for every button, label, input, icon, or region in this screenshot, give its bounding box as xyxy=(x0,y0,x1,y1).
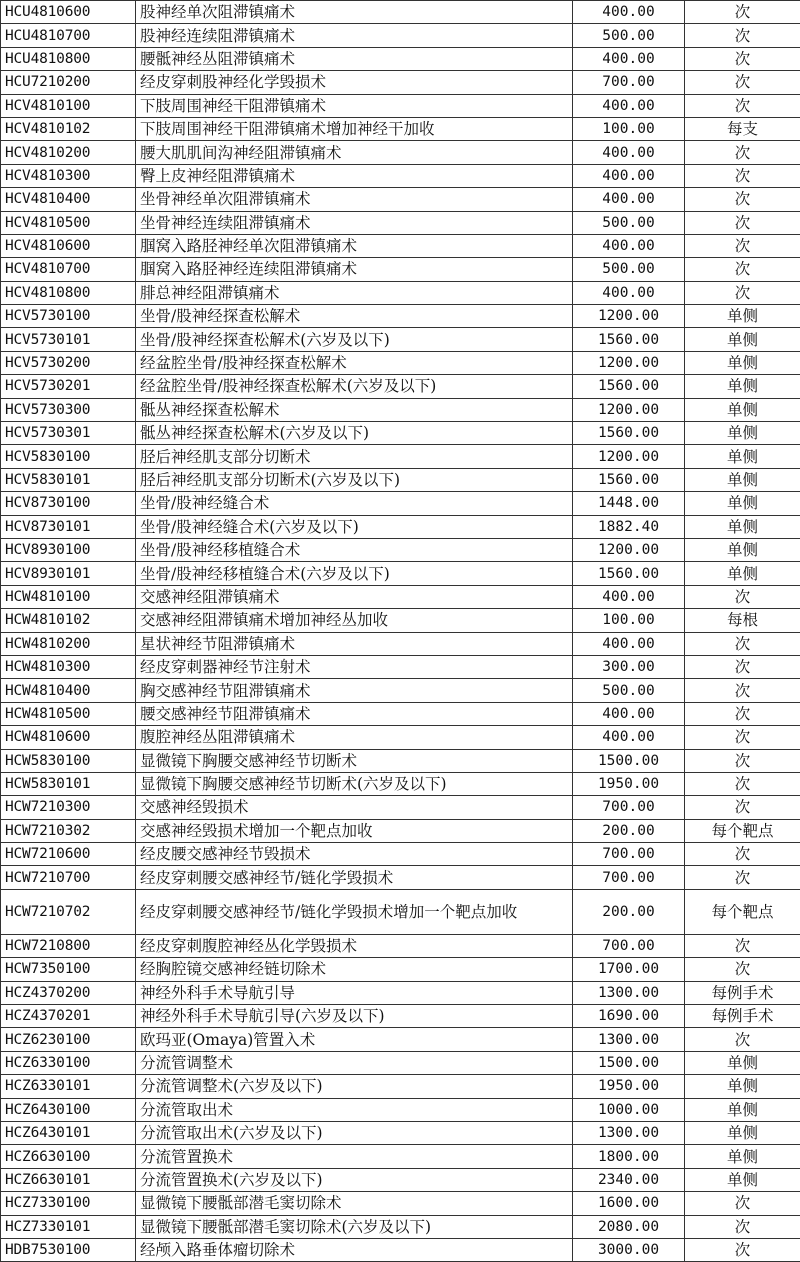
code-cell: HCW7210302 xyxy=(1,819,136,842)
table-row xyxy=(1,538,800,561)
unit-cell: 次 xyxy=(685,726,800,749)
code-cell: HCW4810200 xyxy=(1,632,136,655)
unit-cell: 次 xyxy=(685,958,800,981)
table-row xyxy=(1,1192,800,1215)
table-row xyxy=(1,796,800,819)
price-cell: 1560.00 xyxy=(573,562,685,585)
price-cell: 1500.00 xyxy=(573,1051,685,1074)
name-cell: 星状神经节阻滞镇痛术 xyxy=(136,632,573,655)
unit-cell: 每根 xyxy=(685,609,800,632)
code-cell: HCV4810100 xyxy=(1,94,136,117)
table-row xyxy=(1,351,800,374)
unit-cell: 单侧 xyxy=(685,468,800,491)
table-row xyxy=(1,1005,800,1028)
price-cell: 700.00 xyxy=(573,71,685,94)
table-row xyxy=(1,281,800,304)
name-cell: 坐骨/股神经探查松解术 xyxy=(136,305,573,328)
name-cell: 分流管调整术 xyxy=(136,1051,573,1074)
price-cell: 400.00 xyxy=(573,234,685,257)
code-cell: HCW7210702 xyxy=(1,889,136,934)
code-cell: HCZ4370201 xyxy=(1,1005,136,1028)
unit-cell: 单侧 xyxy=(685,492,800,515)
price-cell: 100.00 xyxy=(573,609,685,632)
code-cell: HCV4810600 xyxy=(1,234,136,257)
name-cell: 下肢周围神经干阻滞镇痛术 xyxy=(136,94,573,117)
unit-cell: 每个靶点 xyxy=(685,819,800,842)
unit-cell: 次 xyxy=(685,679,800,702)
name-cell: 交感神经阻滞镇痛术 xyxy=(136,585,573,608)
unit-cell: 单侧 xyxy=(685,562,800,585)
code-cell: HCU4810700 xyxy=(1,24,136,47)
code-cell: HCV8930100 xyxy=(1,538,136,561)
price-cell: 200.00 xyxy=(573,819,685,842)
unit-cell: 次 xyxy=(685,24,800,47)
code-cell: HCZ6430100 xyxy=(1,1098,136,1121)
name-cell: 坐骨/股神经缝合术(六岁及以下) xyxy=(136,515,573,538)
price-cell: 500.00 xyxy=(573,679,685,702)
table-row xyxy=(1,234,800,257)
name-cell: 胸交感神经节阻滞镇痛术 xyxy=(136,679,573,702)
table-row xyxy=(1,211,800,234)
table-row xyxy=(1,1075,800,1098)
code-cell: HCV5730201 xyxy=(1,375,136,398)
table-row xyxy=(1,609,800,632)
price-cell: 3000.00 xyxy=(573,1238,685,1261)
table-row xyxy=(1,24,800,47)
table-row xyxy=(1,188,800,211)
name-cell: 腘窝入路胫神经单次阻滞镇痛术 xyxy=(136,234,573,257)
price-cell: 700.00 xyxy=(573,796,685,819)
code-cell: HCV5730300 xyxy=(1,398,136,421)
price-cell: 1690.00 xyxy=(573,1005,685,1028)
price-cell: 400.00 xyxy=(573,726,685,749)
name-cell: 坐骨/股神经缝合术 xyxy=(136,492,573,515)
unit-cell: 次 xyxy=(685,749,800,772)
unit-cell: 次 xyxy=(685,1192,800,1215)
code-cell: HCW7210600 xyxy=(1,843,136,866)
code-cell: HCV5730200 xyxy=(1,351,136,374)
unit-cell: 次 xyxy=(685,843,800,866)
unit-cell: 单侧 xyxy=(685,305,800,328)
name-cell: 坐骨/股神经移植缝合术(六岁及以下) xyxy=(136,562,573,585)
table-row xyxy=(1,328,800,351)
code-cell: HCV5730101 xyxy=(1,328,136,351)
table-row xyxy=(1,1098,800,1121)
price-cell: 700.00 xyxy=(573,843,685,866)
unit-cell: 次 xyxy=(685,1,800,24)
code-cell: HCW4810600 xyxy=(1,726,136,749)
code-cell: HCZ6330100 xyxy=(1,1051,136,1074)
code-cell: HCW5830101 xyxy=(1,772,136,795)
name-cell: 腰大肌肌间沟神经阻滞镇痛术 xyxy=(136,141,573,164)
unit-cell: 次 xyxy=(685,234,800,257)
price-cell: 1700.00 xyxy=(573,958,685,981)
code-cell: HCZ4370200 xyxy=(1,981,136,1004)
table-row xyxy=(1,866,800,889)
price-cell: 1300.00 xyxy=(573,1028,685,1051)
code-cell: HCW4810500 xyxy=(1,702,136,725)
code-cell: HCZ6630101 xyxy=(1,1168,136,1191)
price-cell: 300.00 xyxy=(573,655,685,678)
name-cell: 经颅入路垂体瘤切除术 xyxy=(136,1238,573,1261)
name-cell: 骶丛神经探查松解术 xyxy=(136,398,573,421)
name-cell: 显微镜下胸腰交感神经节切断术(六岁及以下) xyxy=(136,772,573,795)
price-cell: 1800.00 xyxy=(573,1145,685,1168)
price-cell: 700.00 xyxy=(573,866,685,889)
name-cell: 经盆腔坐骨/股神经探查松解术 xyxy=(136,351,573,374)
table-row xyxy=(1,585,800,608)
price-cell: 100.00 xyxy=(573,117,685,140)
name-cell: 胫后神经肌支部分切断术(六岁及以下) xyxy=(136,468,573,491)
price-cell: 400.00 xyxy=(573,585,685,608)
code-cell: HCV8730101 xyxy=(1,515,136,538)
code-cell: HCZ6630100 xyxy=(1,1145,136,1168)
unit-cell: 每例手术 xyxy=(685,1005,800,1028)
unit-cell: 单侧 xyxy=(685,1168,800,1191)
code-cell: HCV4810700 xyxy=(1,258,136,281)
code-cell: HCZ7330100 xyxy=(1,1192,136,1215)
price-cell: 1560.00 xyxy=(573,422,685,445)
price-cell: 400.00 xyxy=(573,141,685,164)
unit-cell: 单侧 xyxy=(685,351,800,374)
name-cell: 腓总神经阻滞镇痛术 xyxy=(136,281,573,304)
price-cell: 1560.00 xyxy=(573,468,685,491)
table-row xyxy=(1,117,800,140)
unit-cell: 每例手术 xyxy=(685,981,800,1004)
price-cell: 1448.00 xyxy=(573,492,685,515)
unit-cell: 单侧 xyxy=(685,422,800,445)
table-row xyxy=(1,702,800,725)
unit-cell: 次 xyxy=(685,47,800,70)
name-cell: 骶丛神经探查松解术(六岁及以下) xyxy=(136,422,573,445)
code-cell: HCV8930101 xyxy=(1,562,136,585)
table-row xyxy=(1,141,800,164)
code-cell: HCW7210800 xyxy=(1,934,136,957)
name-cell: 经皮穿刺器神经节注射术 xyxy=(136,655,573,678)
price-cell: 400.00 xyxy=(573,632,685,655)
code-cell: HCV4810200 xyxy=(1,141,136,164)
unit-cell: 单侧 xyxy=(685,1098,800,1121)
unit-cell: 单侧 xyxy=(685,328,800,351)
price-cell: 1200.00 xyxy=(573,538,685,561)
price-cell: 500.00 xyxy=(573,24,685,47)
unit-cell: 单侧 xyxy=(685,1051,800,1074)
unit-cell: 次 xyxy=(685,632,800,655)
name-cell: 经皮穿刺腰交感神经节/链化学毁损术增加一个靶点加收 xyxy=(136,889,573,934)
name-cell: 欧玛亚(Omaya)管置入术 xyxy=(136,1028,573,1051)
unit-cell: 次 xyxy=(685,188,800,211)
name-cell: 经皮穿刺股神经化学毁损术 xyxy=(136,71,573,94)
name-cell: 腘窝入路胫神经连续阻滞镇痛术 xyxy=(136,258,573,281)
table-row xyxy=(1,934,800,957)
table-row xyxy=(1,679,800,702)
price-cell: 1300.00 xyxy=(573,981,685,1004)
table-row xyxy=(1,1,800,24)
unit-cell: 次 xyxy=(685,211,800,234)
code-cell: HDB7530100 xyxy=(1,1238,136,1261)
price-cell: 1300.00 xyxy=(573,1121,685,1144)
code-cell: HCW4810102 xyxy=(1,609,136,632)
code-cell: HCW4810100 xyxy=(1,585,136,608)
name-cell: 经皮穿刺腹腔神经丛化学毁损术 xyxy=(136,934,573,957)
price-cell: 400.00 xyxy=(573,702,685,725)
code-cell: HCU7210200 xyxy=(1,71,136,94)
code-cell: HCV5730100 xyxy=(1,305,136,328)
name-cell: 坐骨/股神经探查松解术(六岁及以下) xyxy=(136,328,573,351)
table-row xyxy=(1,1145,800,1168)
code-cell: HCW4810300 xyxy=(1,655,136,678)
code-cell: HCZ7330101 xyxy=(1,1215,136,1238)
price-cell: 2340.00 xyxy=(573,1168,685,1191)
code-cell: HCW4810400 xyxy=(1,679,136,702)
unit-cell: 单侧 xyxy=(685,1121,800,1144)
table-row xyxy=(1,889,800,934)
code-cell: HCV5730301 xyxy=(1,422,136,445)
price-cell: 200.00 xyxy=(573,889,685,934)
price-cell: 1500.00 xyxy=(573,749,685,772)
unit-cell: 次 xyxy=(685,1028,800,1051)
price-cell: 1560.00 xyxy=(573,328,685,351)
unit-cell: 每支 xyxy=(685,117,800,140)
code-cell: HCZ6230100 xyxy=(1,1028,136,1051)
name-cell: 交感神经毁损术 xyxy=(136,796,573,819)
code-cell: HCV4810400 xyxy=(1,188,136,211)
unit-cell: 单侧 xyxy=(685,538,800,561)
unit-cell: 次 xyxy=(685,141,800,164)
name-cell: 分流管取出术 xyxy=(136,1098,573,1121)
price-cell: 500.00 xyxy=(573,258,685,281)
price-cell: 1000.00 xyxy=(573,1098,685,1121)
table-row xyxy=(1,445,800,468)
price-cell: 1200.00 xyxy=(573,351,685,374)
code-cell: HCV5830100 xyxy=(1,445,136,468)
name-cell: 分流管置换术 xyxy=(136,1145,573,1168)
table-row xyxy=(1,375,800,398)
table-row xyxy=(1,772,800,795)
price-cell: 1950.00 xyxy=(573,1075,685,1098)
code-cell: HCV4810800 xyxy=(1,281,136,304)
table-row xyxy=(1,1215,800,1238)
unit-cell: 次 xyxy=(685,772,800,795)
price-cell: 1600.00 xyxy=(573,1192,685,1215)
price-cell: 1950.00 xyxy=(573,772,685,795)
price-cell: 400.00 xyxy=(573,1,685,24)
name-cell: 显微镜下腰骶部潜毛窦切除术 xyxy=(136,1192,573,1215)
price-table-body xyxy=(1,1,800,1262)
code-cell: HCW7210300 xyxy=(1,796,136,819)
table-row xyxy=(1,515,800,538)
name-cell: 分流管取出术(六岁及以下) xyxy=(136,1121,573,1144)
price-cell: 1200.00 xyxy=(573,305,685,328)
unit-cell: 单侧 xyxy=(685,515,800,538)
name-cell: 股神经连续阻滞镇痛术 xyxy=(136,24,573,47)
table-row xyxy=(1,726,800,749)
name-cell: 分流管置换术(六岁及以下) xyxy=(136,1168,573,1191)
price-cell: 1200.00 xyxy=(573,445,685,468)
code-cell: HCZ6430101 xyxy=(1,1121,136,1144)
name-cell: 下肢周围神经干阻滞镇痛术增加神经干加收 xyxy=(136,117,573,140)
unit-cell: 次 xyxy=(685,258,800,281)
price-cell: 500.00 xyxy=(573,211,685,234)
unit-cell: 次 xyxy=(685,164,800,187)
price-cell: 2080.00 xyxy=(573,1215,685,1238)
name-cell: 神经外科手术导航引导(六岁及以下) xyxy=(136,1005,573,1028)
table-row xyxy=(1,164,800,187)
unit-cell: 次 xyxy=(685,702,800,725)
code-cell: HCV8730100 xyxy=(1,492,136,515)
unit-cell: 单侧 xyxy=(685,445,800,468)
price-cell: 400.00 xyxy=(573,94,685,117)
unit-cell: 单侧 xyxy=(685,1145,800,1168)
price-cell: 700.00 xyxy=(573,934,685,957)
name-cell: 显微镜下腰骶部潜毛窦切除术(六岁及以下) xyxy=(136,1215,573,1238)
table-row xyxy=(1,398,800,421)
table-row xyxy=(1,1168,800,1191)
table-row xyxy=(1,422,800,445)
table-row xyxy=(1,468,800,491)
unit-cell: 次 xyxy=(685,71,800,94)
name-cell: 胫后神经肌支部分切断术 xyxy=(136,445,573,468)
name-cell: 神经外科手术导航引导 xyxy=(136,981,573,1004)
price-cell: 400.00 xyxy=(573,188,685,211)
code-cell: HCV4810102 xyxy=(1,117,136,140)
price-cell: 1560.00 xyxy=(573,375,685,398)
table-row xyxy=(1,958,800,981)
table-row xyxy=(1,843,800,866)
name-cell: 腹腔神经丛阻滞镇痛术 xyxy=(136,726,573,749)
table-row xyxy=(1,47,800,70)
table-row xyxy=(1,1121,800,1144)
table-row xyxy=(1,632,800,655)
unit-cell: 单侧 xyxy=(685,375,800,398)
unit-cell: 次 xyxy=(685,866,800,889)
unit-cell: 次 xyxy=(685,655,800,678)
name-cell: 经胸腔镜交感神经链切除术 xyxy=(136,958,573,981)
code-cell: HCW7350100 xyxy=(1,958,136,981)
price-cell: 400.00 xyxy=(573,164,685,187)
unit-cell: 次 xyxy=(685,281,800,304)
name-cell: 交感神经阻滞镇痛术增加神经丛加收 xyxy=(136,609,573,632)
table-row xyxy=(1,258,800,281)
code-cell: HCU4810600 xyxy=(1,1,136,24)
table-row xyxy=(1,819,800,842)
name-cell: 经皮穿刺腰交感神经节/链化学毁损术 xyxy=(136,866,573,889)
table-row xyxy=(1,71,800,94)
code-cell: HCU4810800 xyxy=(1,47,136,70)
table-row xyxy=(1,1051,800,1074)
code-cell: HCV5830101 xyxy=(1,468,136,491)
table-row xyxy=(1,749,800,772)
name-cell: 股神经单次阻滞镇痛术 xyxy=(136,1,573,24)
unit-cell: 次 xyxy=(685,1215,800,1238)
unit-cell: 次 xyxy=(685,585,800,608)
code-cell: HCZ6330101 xyxy=(1,1075,136,1098)
name-cell: 分流管调整术(六岁及以下) xyxy=(136,1075,573,1098)
code-cell: HCW7210700 xyxy=(1,866,136,889)
table-row xyxy=(1,1028,800,1051)
price-cell: 1200.00 xyxy=(573,398,685,421)
unit-cell: 单侧 xyxy=(685,1075,800,1098)
table-row xyxy=(1,305,800,328)
unit-cell: 次 xyxy=(685,94,800,117)
price-cell: 1882.40 xyxy=(573,515,685,538)
price-cell: 400.00 xyxy=(573,281,685,304)
name-cell: 显微镜下胸腰交感神经节切断术 xyxy=(136,749,573,772)
name-cell: 坐骨神经连续阻滞镇痛术 xyxy=(136,211,573,234)
name-cell: 交感神经毁损术增加一个靶点加收 xyxy=(136,819,573,842)
table-row xyxy=(1,981,800,1004)
price-cell: 400.00 xyxy=(573,47,685,70)
unit-cell: 次 xyxy=(685,1238,800,1261)
name-cell: 腰交感神经节阻滞镇痛术 xyxy=(136,702,573,725)
table-row xyxy=(1,492,800,515)
code-cell: HCV4810500 xyxy=(1,211,136,234)
name-cell: 经盆腔坐骨/股神经探查松解术(六岁及以下) xyxy=(136,375,573,398)
name-cell: 坐骨/股神经移植缝合术 xyxy=(136,538,573,561)
name-cell: 臀上皮神经阻滞镇痛术 xyxy=(136,164,573,187)
table-row xyxy=(1,655,800,678)
unit-cell: 单侧 xyxy=(685,398,800,421)
unit-cell: 每个靶点 xyxy=(685,889,800,934)
name-cell: 腰骶神经丛阻滞镇痛术 xyxy=(136,47,573,70)
unit-cell: 次 xyxy=(685,796,800,819)
table-row xyxy=(1,1238,800,1261)
code-cell: HCV4810300 xyxy=(1,164,136,187)
table-row xyxy=(1,94,800,117)
name-cell: 坐骨神经单次阻滞镇痛术 xyxy=(136,188,573,211)
code-cell: HCW5830100 xyxy=(1,749,136,772)
name-cell: 经皮腰交感神经节毁损术 xyxy=(136,843,573,866)
table-row xyxy=(1,562,800,585)
unit-cell: 次 xyxy=(685,934,800,957)
